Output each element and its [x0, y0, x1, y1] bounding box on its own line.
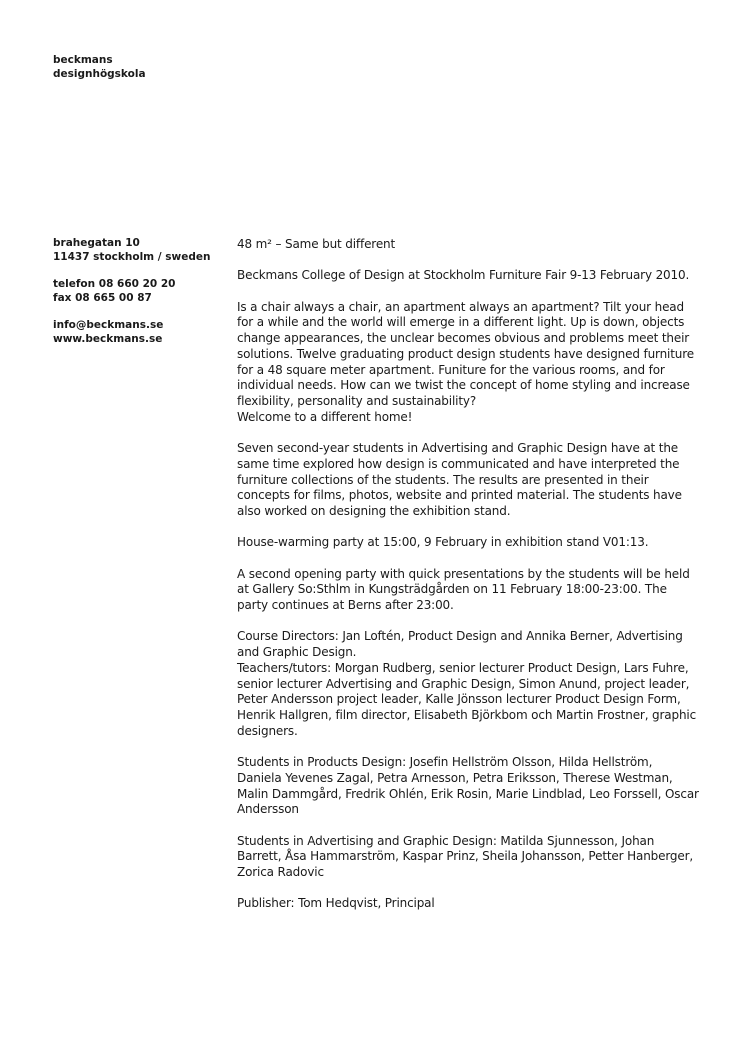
press-release-body	[237, 237, 699, 928]
teachers-tutors: Teachers/tutors: Morgan Rudberg, senior lecturer Product Design, Lars Fuhre, senior lecturer Advertising and Graphic Design, Simon Anund, project leader, Peter Andersson project leader, Kalle Jönsson lecturer Product Design Form, Henrik Hallgren, film director, Elisabeth Björkbom och Martin Frostner, graphic designers.	[237, 660, 697, 738]
telephone-number: telefon 08 660 20 20	[53, 278, 176, 290]
description-paragraph: Is a chair always a chair, an apartment always an apartment? Tilt your head for a while and the world will emerge in a different light. Up is down, objects change appearances, the unclear becomes obvious and problems meet their solutions. Twelve graduating product design students have designed furniture for a 48 square meter apartment. Funiture for the various rooms, and for individual needs. How can we twist the concept of home styling and increase flexibility, personality and sustainability?	[237, 299, 694, 408]
publisher-line: Publisher: Tom Hedqvist, Principal	[237, 896, 435, 911]
web-block	[53, 319, 210, 346]
advertising-students: Students in Advertising and Graphic Design: Matilda Sjunnesson, Johan Barrett, Åsa Hammarström, Kaspar Prinz, Sheila Johansson, Petter Hanberger, Zorica Radovic	[237, 833, 694, 879]
housewarming-paragraph: House-warming party at 15:00, 9 February in exhibition stand V01:13.	[237, 535, 649, 550]
street-address: brahegatan 10	[53, 237, 140, 249]
product-design-students: Students in Products Design: Josefin Hellström Olsson, Hilda Hellström, Daniela Yevenes Zagal, Petra Arnesson, Petra Eriksson, Therese Westman, Malin Dammgård, Fredrik Ohlén, Erik Rosin, Marie Lindblad, Leo Forssell, Oscar Andersson	[237, 755, 699, 817]
opening-party-paragraph: A second opening party with quick presentations by the students will be held at Gallery So:Sthlm in Kungsträdgården on 11 February 18:00-23:00. The party continues at Berns after 23:00.	[237, 566, 690, 613]
contact-sidebar	[53, 237, 210, 360]
intro-paragraph: Beckmans College of Design at Stockholm Furniture Fair 9-13 February 2010.	[237, 268, 690, 283]
welcome-line: Welcome to a different home!	[237, 409, 413, 424]
phone-block	[53, 278, 210, 305]
school-logo	[53, 53, 146, 81]
postal-city: 11437 stockholm / sweden	[53, 250, 211, 263]
address-block	[53, 237, 210, 264]
website-link[interactable]: www.beckmans.se	[53, 332, 163, 345]
email-link[interactable]: info@beckmans.se	[53, 319, 164, 331]
document-title: 48 m² – Same but different	[237, 237, 396, 251]
logo-line-1: beckmans	[53, 54, 113, 66]
fax-number: fax 08 665 00 87	[53, 291, 152, 304]
logo-line-2: designhögskola	[53, 68, 146, 80]
course-directors: Course Directors: Jan Loftén, Product Design and Annika Berner, Advertising and Graphic Design.	[237, 629, 683, 660]
advertising-paragraph: Seven second-year students in Advertising and Graphic Design have at the same time explored how design is communicated and have interpreted the furniture collections of the students. The results are presented in their concepts for films, photos, website and printed material. The students have also worked on designing the exhibition stand.	[237, 441, 682, 518]
